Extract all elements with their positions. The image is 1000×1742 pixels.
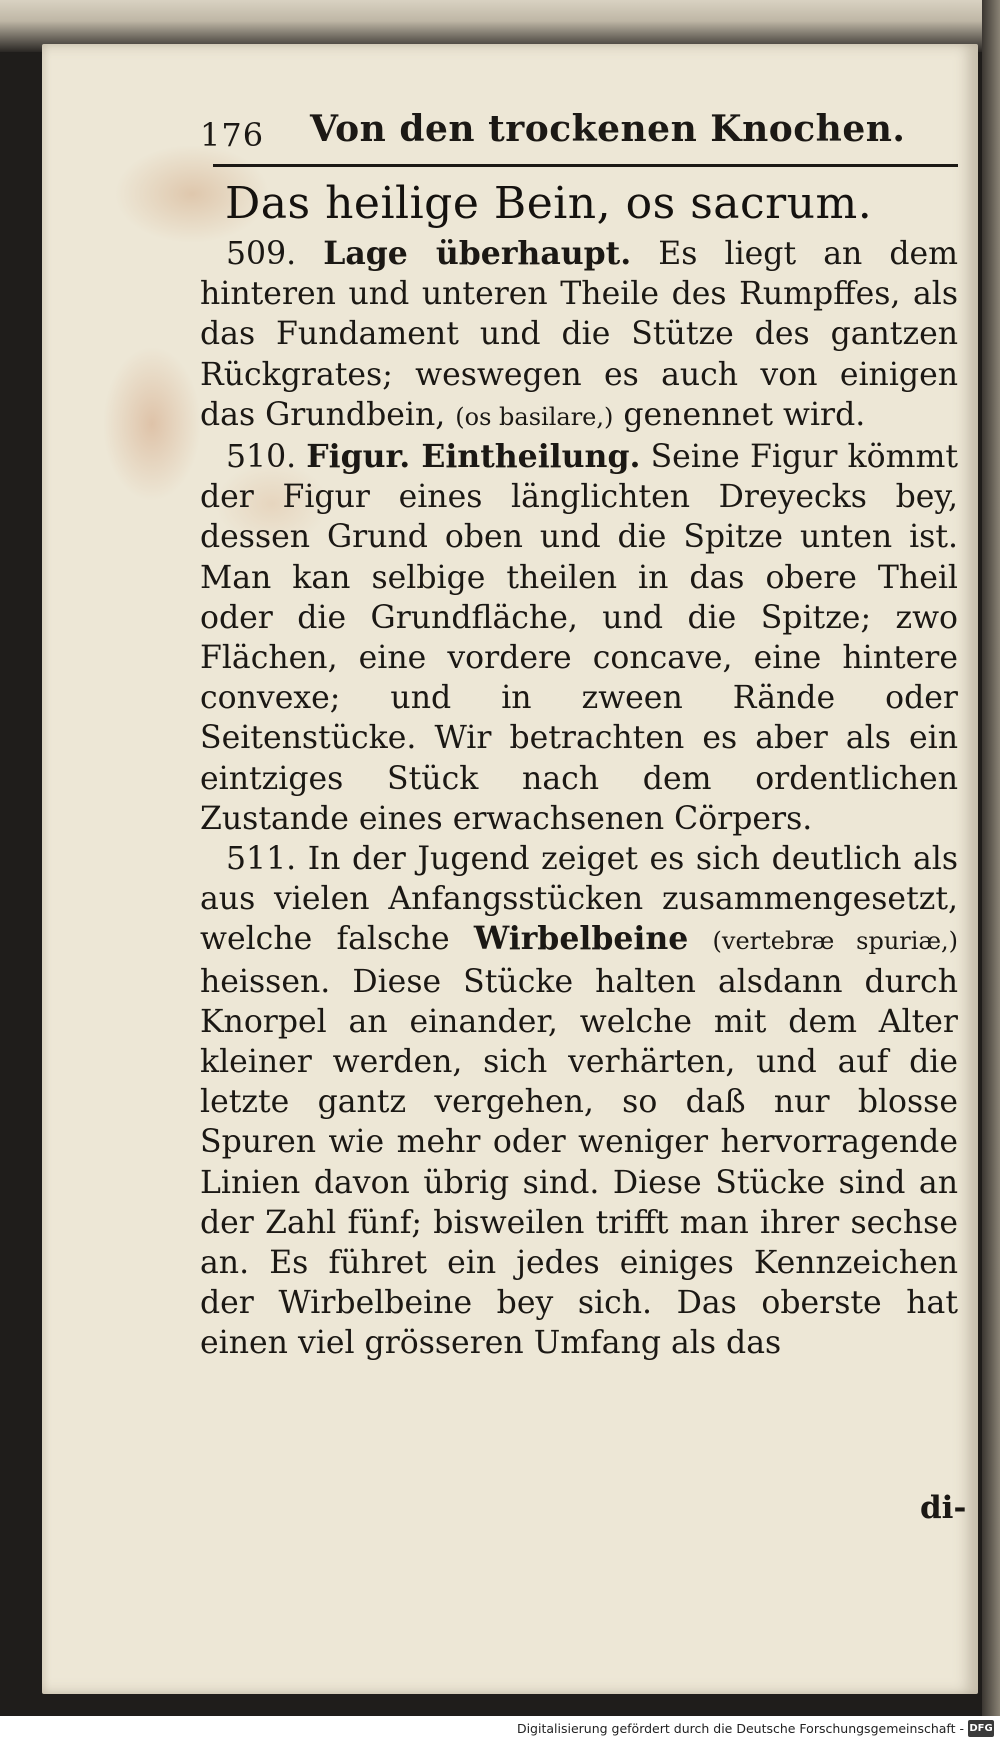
book-cover-edge: [982, 0, 1000, 1742]
paragraph-text: Es liegt an dem hinteren und unteren Theile des Rumpffes, als das Fundament und die Stütze des gantzen Rückgrates; weswegen es auch von einigen das Grundbein,: [200, 236, 959, 433]
paragraph-text: heissen. Diese Stücke halten alsdann durch Knorpel an einander, welche mit dem Alter kleiner werden, sich verhärten, und auf die letzte gantz vergehen, so daß nur blosse Spuren wie mehr oder weniger hervorragende Linien davon übrig sind. Diese Stücke sind an der Zahl fünf; bisweilen trifft man ihrer sechse an. Es führet ein jedes einiges Kennzeichen der Wirbelbeine bey sich. Das oberste hat einen viel grösseren Umfang als das: [200, 963, 958, 1362]
latin-term: (vertebræ spuriæ,): [712, 927, 959, 956]
catchword: di-: [920, 1490, 967, 1526]
section-title-german: Das heilige Bein,: [225, 178, 612, 229]
paragraph-lead: Figur. Eintheilung.: [306, 438, 641, 476]
section-title-latin: os sacrum.: [625, 178, 873, 229]
paragraph-lead: Lage überhaupt.: [323, 235, 632, 272]
paragraph-text: Seine Figur kömmt der Figur eines länglichten Dreyecks bey, dessen Grund oben und die Spitze unten ist. Man kan selbige theilen in das obere Theil oder die Grundfläche, und die Spitze; zwo Flächen, eine vordere concave, eine hintere convexe; und in zween Rände oder Seitenstücke. Wir betrachten es aber als ein eintziges Stück nach dem ordentlichen Zustande eines erwachsenen Cörpers.: [200, 439, 959, 837]
paragraph-509: [200, 234, 958, 437]
header-rule: [213, 164, 958, 167]
running-head: Von den trockenen Knochen.: [310, 108, 906, 150]
emphasized-term: Wirbelbeine: [473, 920, 689, 958]
body-text: [200, 234, 958, 1364]
section-title: [225, 178, 965, 229]
dfg-logo-icon: DFG: [968, 1720, 994, 1737]
latin-term: (os basilare,): [455, 402, 614, 431]
paragraph-number: 511.: [226, 841, 297, 878]
paragraph-text: genennet wird.: [623, 396, 866, 433]
paragraph-510: [200, 437, 958, 839]
paragraph-511: [200, 839, 958, 1364]
paragraph-number: 510.: [226, 439, 297, 476]
digitization-footer: [0, 1716, 1000, 1742]
page-number: 176: [200, 116, 265, 154]
paragraph-text: In der Jugend zeiget es sich deutlich als aus vielen Anfangsstücken zusammengesetzt, welche falsche: [200, 841, 958, 958]
page-header: [160, 108, 960, 160]
paragraph-number: 509.: [226, 236, 297, 272]
footer-credit: Digitalisierung gefördert durch die Deutsche Forschungsgemeinschaft -: [516, 1721, 964, 1736]
